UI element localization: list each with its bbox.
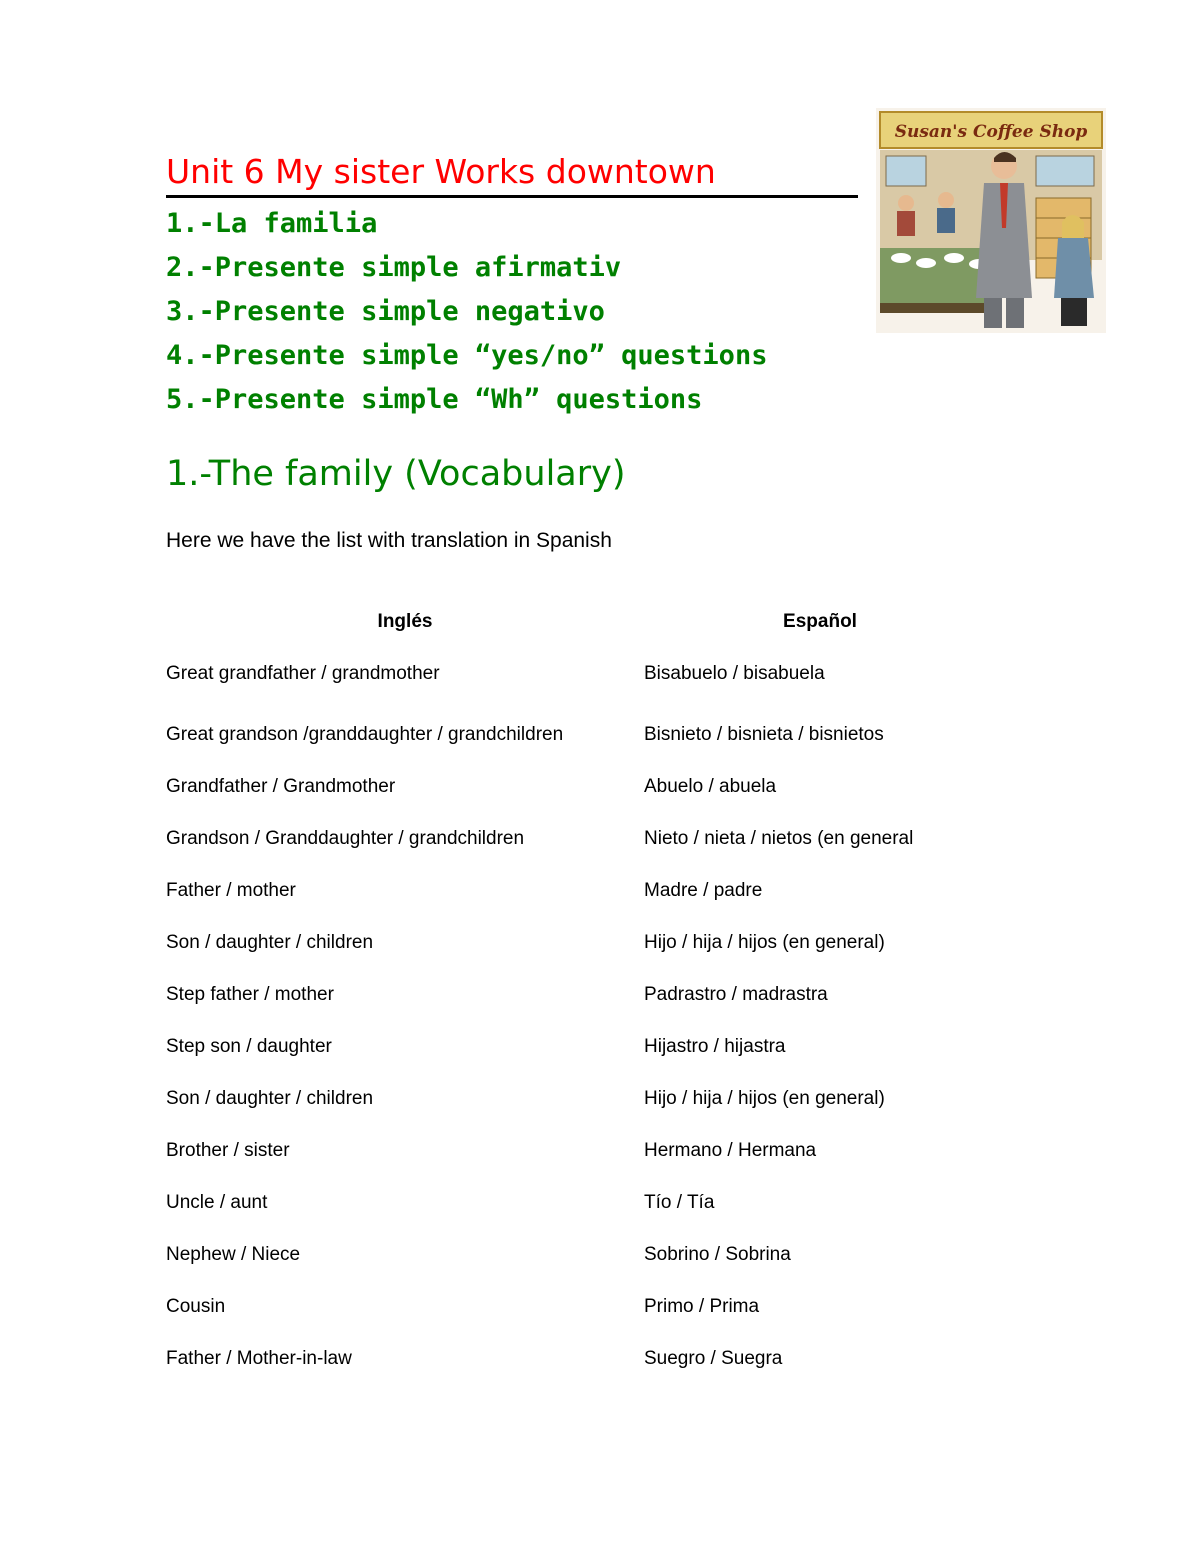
table-row <box>166 1125 996 1177</box>
table-row <box>166 1333 996 1385</box>
column-header-spanish: Español <box>783 611 857 632</box>
shop-sign-text: Susan's Coffee Shop <box>894 122 1088 142</box>
table-row <box>166 1021 996 1073</box>
spanish-term: Bisabuelo / bisabuela <box>644 663 825 684</box>
topic-item: 5.-Presente simple “Wh” questions <box>166 384 703 415</box>
intro-text: Here we have the list with translation in Spanish <box>166 529 612 552</box>
english-term: Great grandson /granddaughter / grandchildren <box>166 724 564 745</box>
spanish-term: Hermano / Hermana <box>644 1140 817 1161</box>
english-term: Uncle / aunt <box>166 1192 268 1213</box>
table-row <box>166 1281 996 1333</box>
table-row <box>166 969 996 1021</box>
topic-item: 2.-Presente simple afirmativ <box>166 252 622 283</box>
spanish-term: Sobrino / Sobrina <box>644 1244 791 1265</box>
english-term: Great grandfather / grandmother <box>166 663 440 684</box>
column-header-english: Inglés <box>377 611 433 632</box>
spanish-term: Padrastro / madrastra <box>644 984 828 1005</box>
title-underline <box>166 195 858 198</box>
english-term: Step son / daughter <box>166 1036 332 1057</box>
spanish-term: Abuelo / abuela <box>644 776 777 797</box>
english-term: Brother / sister <box>166 1140 290 1161</box>
section-heading: 1.-The family (Vocabulary) <box>166 454 626 494</box>
english-term: Son / daughter / children <box>166 932 374 953</box>
topic-item: 3.-Presente simple negativo <box>166 296 605 327</box>
spanish-term: Madre / padre <box>644 880 763 901</box>
table-row <box>166 709 996 761</box>
english-term: Grandfather / Grandmother <box>166 776 396 797</box>
table-row <box>166 761 996 813</box>
spanish-term: Tío / Tía <box>644 1192 715 1213</box>
spanish-term: Bisnieto / bisnieta / bisnietos <box>644 724 884 745</box>
spanish-term: Hijo / hija / hijos (en general) <box>644 932 885 953</box>
spanish-term: Suegro / Suegra <box>644 1348 783 1369</box>
table-row <box>166 813 996 865</box>
table-row <box>166 865 996 917</box>
table-header-row <box>166 605 996 639</box>
page-title: Unit 6 My sister Works downtown <box>166 152 716 191</box>
english-term: Step father / mother <box>166 984 334 1005</box>
english-term: Grandson / Granddaughter / grandchildren <box>166 828 525 849</box>
table-row <box>166 1177 996 1229</box>
english-term: Cousin <box>166 1296 226 1317</box>
table-row <box>166 917 996 969</box>
english-term: Son / daughter / children <box>166 1088 374 1109</box>
coffee-shop-illustration <box>876 108 1106 333</box>
spanish-term: Primo / Prima <box>644 1296 760 1317</box>
table-row <box>166 1229 996 1281</box>
topic-item: 1.-La familia <box>166 208 378 239</box>
english-term: Nephew / Niece <box>166 1244 301 1265</box>
english-term: Father / mother <box>166 880 296 901</box>
spanish-term: Hijastro / hijastra <box>644 1036 786 1057</box>
topic-list <box>166 202 767 422</box>
spanish-term: Nieto / nieta / nietos (en general <box>644 828 914 849</box>
topic-item: 4.-Presente simple “yes/no” questions <box>166 340 768 371</box>
english-term: Father / Mother-in-law <box>166 1348 352 1369</box>
spanish-term: Hijo / hija / hijos (en general) <box>644 1088 885 1109</box>
table-row <box>166 639 996 709</box>
table-row <box>166 1073 996 1125</box>
vocabulary-table <box>166 605 996 1385</box>
